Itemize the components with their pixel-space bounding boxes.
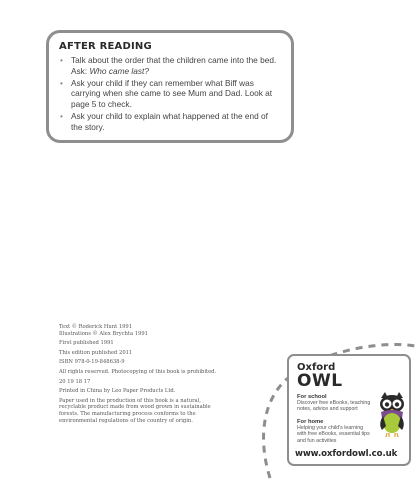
imprint-edition: This edition published 2011 [59,349,133,356]
list-item-text: Ask your child if they can remember what Biff was carrying when she came to see Mum and Dad. Look at page 5 to check. [71,77,273,109]
for-home-section [297,419,373,444]
for-school-text: Discover free eBooks, teaching notes, advice and support [297,400,371,413]
after-reading-list [59,55,281,132]
imprint-print-numbers: 20 19 18 17 [59,378,91,385]
list-item [59,55,281,76]
imprint-copyright-text: Text © Roderick Hunt 1991 Illustrations © Alex Brychta 1991 [59,324,148,337]
bullet-icon: • [60,77,63,88]
oxford-owl-box [287,354,411,466]
imprint-isbn: ISBN 978-0-19-848638-9 [59,359,125,366]
bullet-icon: • [60,55,63,65]
brand-line-2: OWL [297,371,343,391]
list-item-text: Ask your child to explain what happened at the end of the story. [71,110,268,132]
after-reading-title: AFTER READING [59,41,152,52]
bullet-icon: • [60,110,63,121]
list-item-text: Talk about the order that the children came into the bed. Ask: [71,55,277,76]
imprint-rights: All rights reserved. Photocopying of this book is prohibited. [59,368,217,375]
imprint-printer: Printed in China by Leo Paper Products Ltd. [59,388,176,395]
imprint-first-published: First published 1991 [59,340,114,347]
imprint-block [59,324,219,427]
brand-line-1: Oxford [297,362,336,373]
for-school-section [297,394,373,413]
website-url[interactable]: www.oxfordowl.co.uk [295,449,398,459]
imprint-paper-note: Paper used in the production of this book is a natural, recyclable product made from wood grown in sustainable forests. The manufacturing process conforms to the environmental regulations of the country of origin. [59,397,211,424]
oxford-owl-logo [297,362,343,389]
list-item-emphasis: Who came last? [89,65,149,76]
for-home-text: Helping your child's learning with free eBooks, essential tips and fun activities [297,425,370,444]
owl-icon [377,390,407,440]
after-reading-box [46,30,294,143]
list-item [59,111,281,132]
for-home-heading: For home [297,419,324,425]
for-school-heading: For school [297,394,327,400]
list-item [59,78,281,110]
